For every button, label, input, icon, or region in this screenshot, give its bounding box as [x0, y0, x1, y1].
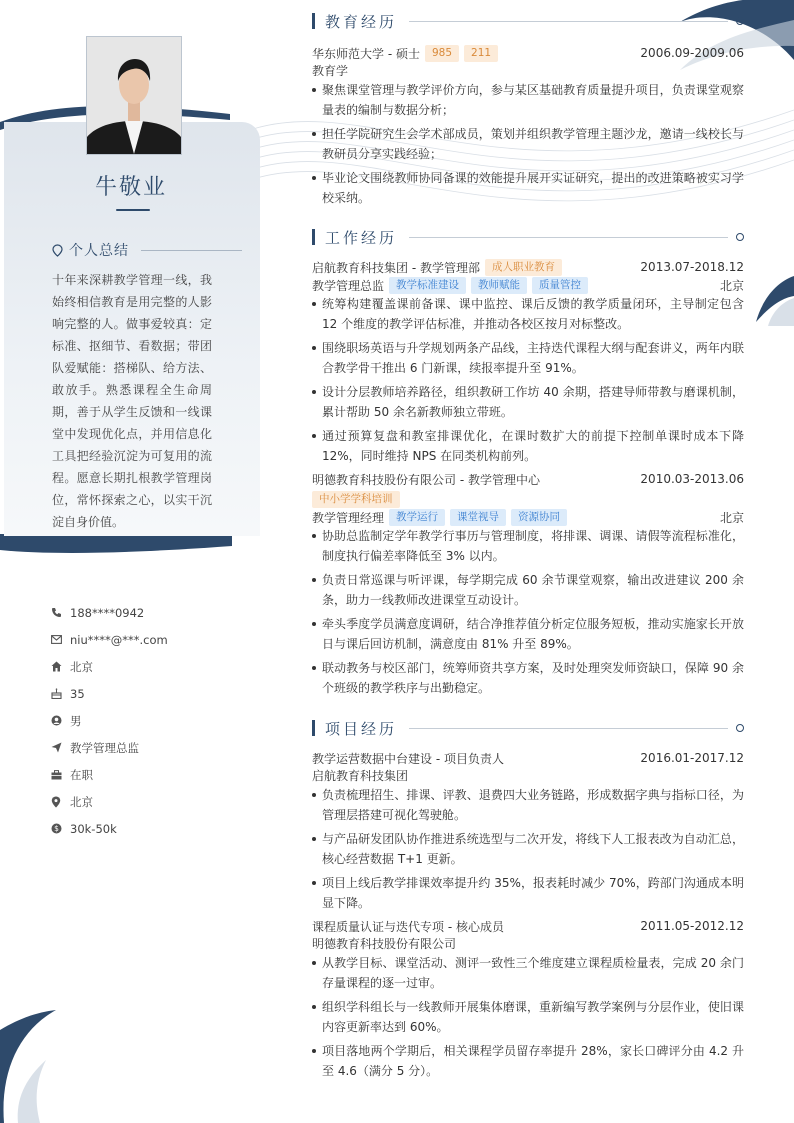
salary-icon [50, 823, 62, 835]
contact-gender-text: 男 [70, 713, 82, 728]
contact-residence-text: 北京 [70, 659, 93, 674]
sidebar [0, 0, 270, 1123]
list-item: 组织学科组长与一线教师开展集体磨课，重新编写教学案例与分层作业，使旧课内容更新率达到 60%。 [312, 997, 744, 1037]
project-bullets [312, 953, 744, 1081]
list-item: 设计分层教师培养路径，组织教研工作坊 40 余期，搭建导师带教与磨课机制，累计帮助 50 余名新教师独立带班。 [312, 382, 744, 422]
svg-text:$: $ [53, 824, 59, 834]
job-city: 北京 [719, 510, 744, 525]
list-item: 牵头季度学员满意度调研，结合净推荐值分析定位服务短板，推动实施家长开放日与课后回访机制，满意度由 81% 升至 89%。 [312, 614, 744, 654]
name-underline [116, 209, 150, 211]
education-tag: 985 [425, 45, 459, 62]
contact-residence [50, 653, 250, 680]
contact-target-position [50, 734, 250, 761]
location-pin-icon [52, 244, 63, 257]
job-company-tag: 成人职业教育 [485, 259, 562, 276]
work-section-header [312, 226, 744, 248]
section-bar [312, 229, 315, 245]
list-item: 围绕职场英语与升学规划两条产品线，主持迭代课程大纲与配套讲义，两年内联合教学骨干推出 6 门新课，续报率提升至 91%。 [312, 338, 744, 378]
education-block [312, 44, 744, 212]
job-position-row [312, 508, 744, 526]
job-skill-tag: 教学标准建设 [389, 277, 466, 294]
education-bullets [312, 80, 744, 208]
work-section-title: 工作经历 [325, 228, 398, 247]
mail-icon [50, 634, 62, 646]
summary-header [52, 240, 242, 260]
job-date: 2013.07-2018.12 [640, 260, 744, 274]
job-skill-tag: 教学运行 [389, 509, 445, 526]
education-date: 2006.09-2009.06 [640, 46, 744, 60]
education-section-header [312, 10, 744, 32]
list-item: 项目上线后教学排课效率提升约 35%，报表耗时减少 70%，跨部门沟通成本明显下降。 [312, 873, 744, 913]
section-dot-icon [736, 724, 744, 732]
section-dot-icon [736, 233, 744, 241]
job-company: 明德教育科技股份有限公司 - 教学管理中心 [312, 472, 540, 487]
job-skill-tag: 教师赋能 [471, 277, 527, 294]
projects-section-title: 项目经历 [325, 719, 398, 738]
cake-icon [50, 688, 62, 700]
gender-icon [50, 715, 62, 727]
projects-section-header [312, 717, 744, 739]
section-divider [409, 237, 728, 238]
contact-target-city [50, 788, 250, 815]
job-company: 启航教育科技集团 - 教学管理部 [312, 260, 480, 275]
list-item: 毕业论文围绕教师协同备课的效能提升展开实证研究，提出的改进策略被实习学校采纳。 [312, 168, 744, 208]
job-date: 2010.03-2013.06 [640, 472, 744, 486]
project-header-row [312, 749, 744, 767]
list-item: 联动教务与校区部门，统筹师资共享方案，及时处理突发师资缺口，保障 90 余个班级的教学秩序与出勤稳定。 [312, 658, 744, 698]
work-job-1 [312, 258, 744, 470]
education-major: 教育学 [312, 64, 349, 78]
right-edge-wave-decoration [756, 276, 794, 326]
home-icon [50, 661, 62, 673]
contact-phone-text: 188****0942 [70, 605, 145, 620]
list-item: 协助总监制定学年教学行事历与管理制度，将排课、调课、请假等流程标准化，制度执行偏差率降低至 3% 以内。 [312, 526, 744, 566]
project-header-row [312, 917, 744, 935]
job-skill-tag: 课堂视导 [450, 509, 506, 526]
summary-text: 十年来深耕教学管理一线，我始终相信教育是用完整的人影响完整的人。做事爱较真：定标准、抠细节、看数据；带团队爱赋能：搭梯队、给方法、敢放手。熟悉课程全生命周期，善于从学生反馈和一线课堂中发现优化点，并用信息化工具把经验沉淀为可复用的流程。愿意长期扎根教学管理岗位，常怀探索之心，以实干沉淀自身价值。 [52, 273, 212, 529]
job-city: 北京 [719, 278, 744, 293]
list-item: 从教学目标、课堂活动、测评一致性三个维度建立课程质检量表，完成 20 余门存量课程的逐一过审。 [312, 953, 744, 993]
contact-list [50, 599, 250, 842]
section-bar [312, 13, 315, 29]
job-skill-tag: 质量管控 [532, 277, 588, 294]
list-item: 项目落地两个学期后，相关课程学员留存率提升 28%，家长口碑评分由 4.2 升至 4.6（满分 5 分）。 [312, 1041, 744, 1081]
summary-divider [141, 250, 242, 251]
job-bullets [312, 294, 744, 466]
location-icon [50, 796, 62, 808]
contact-age [50, 680, 250, 707]
contact-phone [50, 599, 250, 626]
job-header-row [312, 470, 744, 488]
briefcase-icon [50, 769, 62, 781]
education-tag: 211 [464, 45, 498, 62]
job-company-tag: 中小学学科培训 [312, 491, 400, 508]
list-item: 通过预算复盘和教室排课优化，在课时数扩大的前提下控制单课时成本下降 12%，同时维持 NPS 在同类机构前列。 [312, 426, 744, 466]
list-item: 聚焦课堂管理与教学评价方向，参与某区基础教育质量提升项目，负责课堂观察量表的编制与数据分析； [312, 80, 744, 120]
job-position-row [312, 276, 744, 294]
job-position: 教学管理总监 [312, 278, 385, 293]
contact-target-city-text: 北京 [70, 794, 93, 809]
project-org: 明德教育科技股份有限公司 [312, 937, 457, 951]
section-dot-icon [736, 17, 744, 25]
contact-email-text: niu****@***.com [70, 632, 168, 647]
contact-salary [50, 815, 250, 842]
send-icon [50, 742, 62, 754]
list-item: 统筹构建覆盖课前备课、课中监控、课后反馈的教学质量闭环，主导制定包含 12 个维度的教学评估标准，并推动各校区按月对标整改。 [312, 294, 744, 334]
project-2 [312, 917, 744, 1085]
project-date: 2016.01-2017.12 [640, 751, 744, 765]
project-org: 启航教育科技集团 [312, 769, 409, 783]
summary-title: 个人总结 [69, 243, 129, 259]
education-section-title: 教育经历 [325, 12, 398, 31]
contact-target-position-text: 教学管理总监 [70, 740, 139, 755]
job-skill-tag: 资源协同 [511, 509, 567, 526]
contact-gender [50, 707, 250, 734]
avatar-illustration [87, 37, 181, 154]
project-bullets [312, 785, 744, 913]
contact-salary-text: 30k-50k [70, 821, 117, 836]
education-school: 华东师范大学 - 硕士 [312, 46, 420, 61]
job-bullets [312, 526, 744, 698]
job-tag-row [312, 490, 744, 508]
list-item: 负责梳理招生、排课、评教、退费四大业务链路，形成数据字典与指标口径，为管理层搭建可视化驾驶舱。 [312, 785, 744, 825]
work-job-2 [312, 470, 744, 702]
contact-status-text: 在职 [70, 767, 93, 782]
education-row [312, 44, 744, 62]
job-position: 教学管理经理 [312, 510, 385, 525]
project-name: 教学运营数据中台建设 - 项目负责人 [312, 751, 504, 766]
phone-icon [50, 607, 62, 619]
profile-photo [86, 36, 182, 155]
list-item: 负责日常巡课与听评课，每学期完成 60 余节课堂观察，输出改进建议 200 余条，助力一线教师改进课堂互动设计。 [312, 570, 744, 610]
list-item: 担任学院研究生会学术部成员，策划并组织教学管理主题沙龙，邀请一线校长与教研员分享实践经验； [312, 124, 744, 164]
job-header-row [312, 258, 744, 276]
project-1 [312, 749, 744, 917]
section-divider [409, 728, 728, 729]
list-item: 与产品研发团队协作推进系统选型与二次开发，将线下人工报表改为自动汇总，核心经营数据 T+1 更新。 [312, 829, 744, 869]
section-bar [312, 720, 315, 736]
section-divider [409, 21, 728, 22]
candidate-name: 牛敬业 [94, 175, 167, 200]
project-name: 课程质量认证与迭代专项 - 核心成员 [312, 919, 504, 934]
contact-age-text: 35 [70, 686, 85, 701]
contact-status [50, 761, 250, 788]
project-date: 2011.05-2012.12 [640, 919, 744, 933]
contact-email [50, 626, 250, 653]
